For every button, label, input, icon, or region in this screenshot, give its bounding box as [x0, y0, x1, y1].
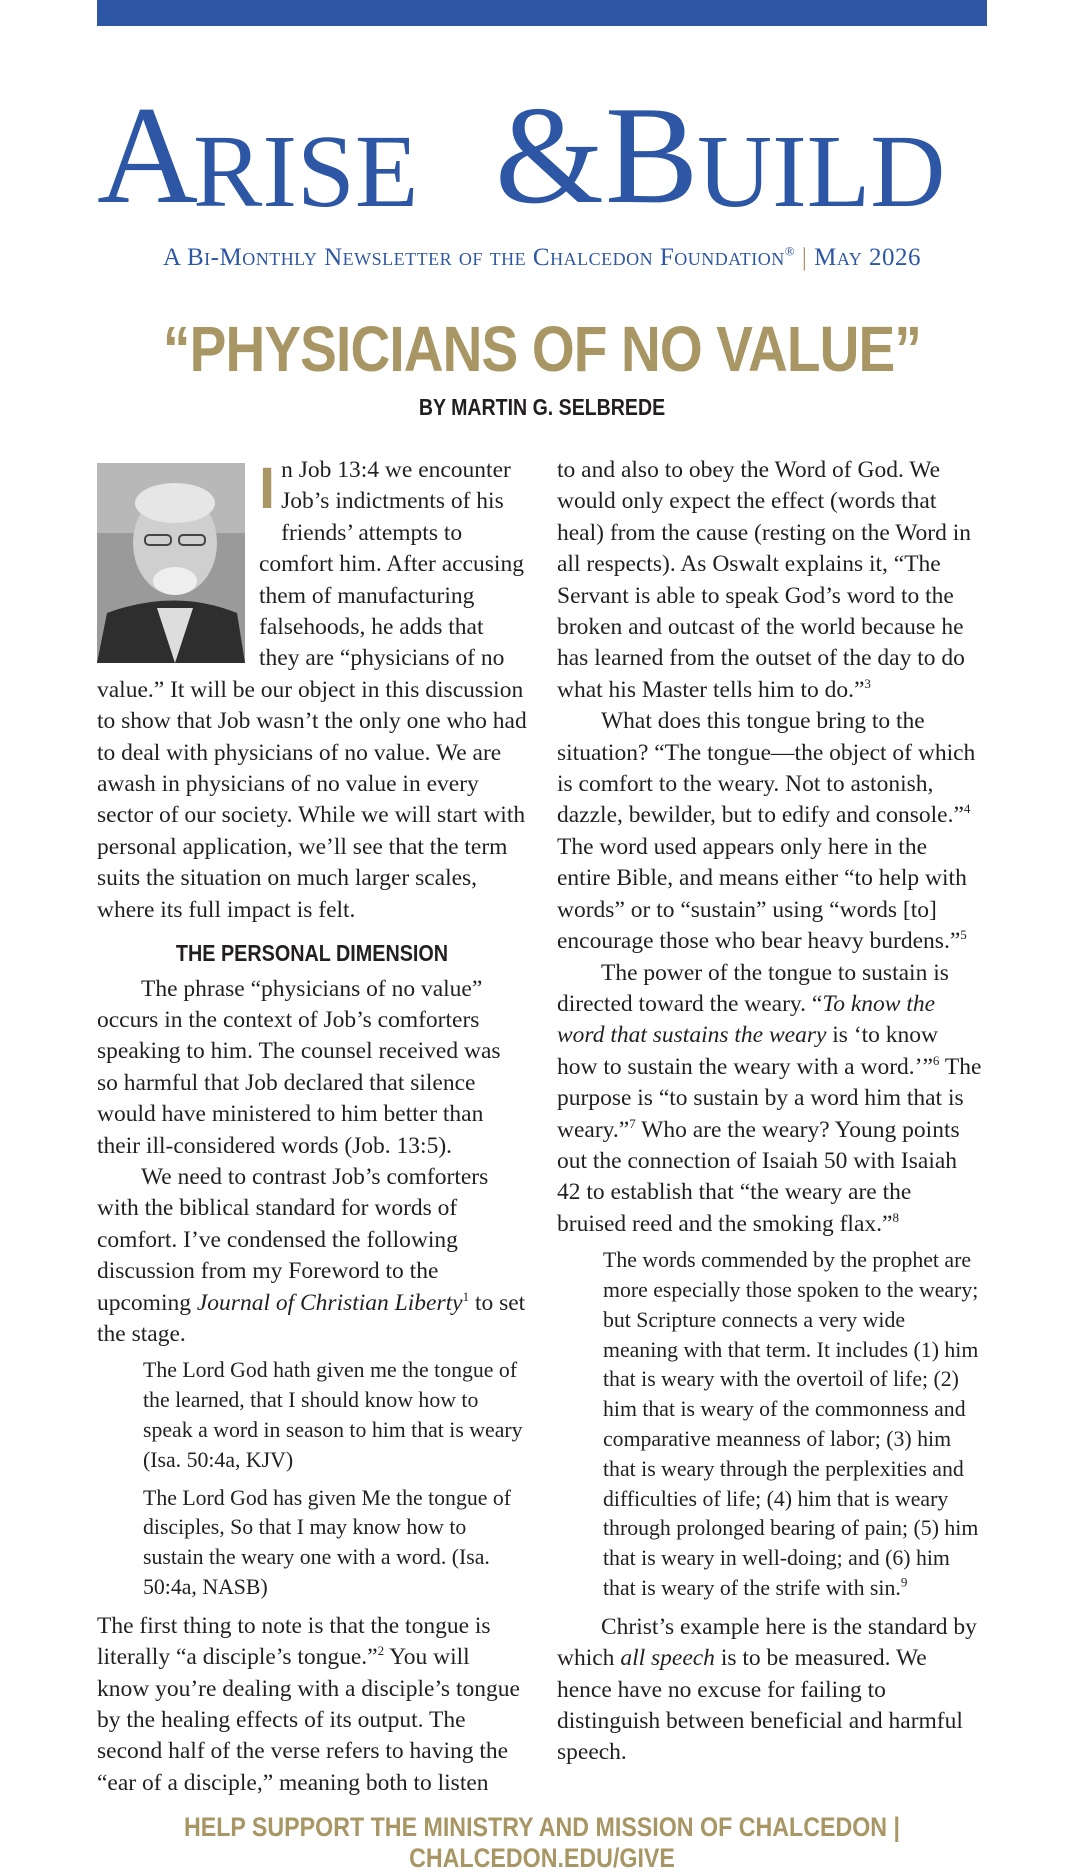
footnote-ref-1: 1: [462, 1288, 470, 1304]
masthead-logo: [97, 78, 987, 233]
footnote-ref-5: 5: [960, 927, 967, 943]
paragraph-1: n Job 13:4 we encounter Job’s indictments of his friends’ attempts to comfort him. After accusing them of manufacturing falsehoods, he adds that they are “physicians of no value.” It will be our object in this discussion to show that Job wasn’t the only one who had to deal with physicians of no value. We are awash in physicians of no value in every sector of our society. While we will start with personal application, we’ll see that the term suits the situation on much larger scales, where its full impact is felt.: [97, 457, 527, 923]
paragraph-r3: The power of the tongue to sustain is directed toward the weary. “To know the word that sustains the weary is ‘to know how to sustain the weary with a word.’”$^6$ The purpose is “to sustain by a word him that is weary.”$^7$ Who are the weary? Young points out the connection of Isaiah 50 with Isaiah 42 to establish that “the weary are the bruised reed and the smoking flax.”$^8$: [557, 959, 982, 1237]
footnote-ref-7: 7: [629, 1115, 636, 1131]
footnote-ref-2: 2: [377, 1643, 385, 1659]
block-quote-weary: [603, 1246, 982, 1604]
paragraph-2: The phrase “physicians of no value” occurs in the context of Job’s comforters speaking to him. The counsel received was so harmful that Job declared that silence would have ministered to him better than their ill-considered words (Job. 13:5).: [97, 975, 501, 1159]
logo-uild: UILD: [697, 114, 946, 229]
drop-cap: I: [259, 456, 276, 521]
issue-date: May 2026: [814, 244, 921, 271]
article-byline: BY MARTIN G. SELBREDE: [418, 394, 666, 420]
footnote-ref-8: 8: [892, 1209, 899, 1225]
footnote-ref-4: 4: [963, 801, 971, 817]
paragraph-r4: Christ’s example here is the standard by which all speech is to be measured. We hence have no excuse for failing to distinguish between beneficial and harmful speech.: [557, 1613, 977, 1766]
footnote-ref-9: 9: [900, 1574, 908, 1590]
top-color-bar: [97, 0, 987, 26]
paragraph-3: We need to contrast Job’s comforters with the biblical standard for words of comfort. I’ve condensed the following discussion from my Foreword to the upcoming Journal of Christian Liberty$^1$ to set the stage.: [97, 1163, 526, 1347]
logo-rise: RISE: [193, 114, 419, 229]
article-title: “PHYSICIANS OF NO VALUE”: [162, 313, 922, 385]
paragraph-r1: to and also to obey the Word of God. We would only expect the effect (words that heal) from the cause (resting on the Word in all respects). As Oswalt explains it, “The Servant is able to speak God’s word to the broken and outcast of the world because he has learned from the outset of the day to do what his Master tells him to do.”$^3$: [557, 457, 972, 703]
support-footer: HELP SUPPORT THE MINISTRY AND MISSION OF CHALCEDON | CHALCEDON.EDU/GIVE: [183, 1812, 901, 1873]
block-quote-isaiah: [143, 1356, 527, 1602]
paragraph-r2: What does this tongue bring to the situation? “The tongue—the object of which is comfort to the weary. Not to astonish, dazzle, bewilder, but to edify and console.”$^4$ The word used appears only here in the entire Bible, and means either “to help with words” or to “sustain” using “words [to] encourage those who bear heavy burdens.”$^5$: [557, 708, 976, 955]
newsletter-tagline: A Bi-Monthly Newsletter of the Chalcedon Foundation® | May 2026: [163, 243, 921, 271]
journal-title: Journal of Christian Liberty: [196, 1289, 463, 1316]
author-photo: [97, 463, 245, 663]
left-column: [97, 455, 527, 1799]
quote-nasb: The Lord God has given Me the tongue of disciples, So that I may know how to sustain the weary one with a word. (Isa. 50:4a, NASB): [143, 1485, 512, 1599]
paragraph-4: The first thing to note is that the tongue is literally “a disciple’s tongue.”$^2$ You will know you’re dealing with a disciple’s tongue by the healing effects of its output. The second half of the verse refers to having the “ear of a disciple,” meaning both to listen: [97, 1612, 520, 1796]
quote-weary: The words commended by the prophet are more especially those spoken to the weary; but Scripture connects a very wide meaning with that term. It includes (1) him that is weary with the overtoil of life; (2) him that is weary of the commonness and comparative meanness of labor; (3) him that is weary through the perplexities and difficulties of life; (4) him that is weary through prolonged bearing of pain; (5) him that is weary in well-doing; and (6) him that is weary of the strife with sin.$^9$: [603, 1248, 979, 1600]
footnote-ref-3: 3: [864, 676, 871, 692]
logo-letter-a: A: [97, 78, 199, 233]
section-heading: THE PERSONAL DIMENSION: [175, 940, 449, 967]
registered-mark: ®: [784, 243, 796, 259]
quote-kjv: The Lord God hath given me the tongue of the learned, that I should know how to speak a word in season to him that is weary (Isa. 50:4a, KJV): [143, 1358, 523, 1472]
logo-ampersand: &: [495, 78, 604, 233]
tagline-text: A Bi-Monthly Newsletter of the Chalcedon Foundation: [163, 244, 785, 271]
logo-letter-b: B: [605, 78, 699, 233]
footnote-ref-6: 6: [932, 1052, 940, 1068]
right-column: [557, 455, 982, 1769]
